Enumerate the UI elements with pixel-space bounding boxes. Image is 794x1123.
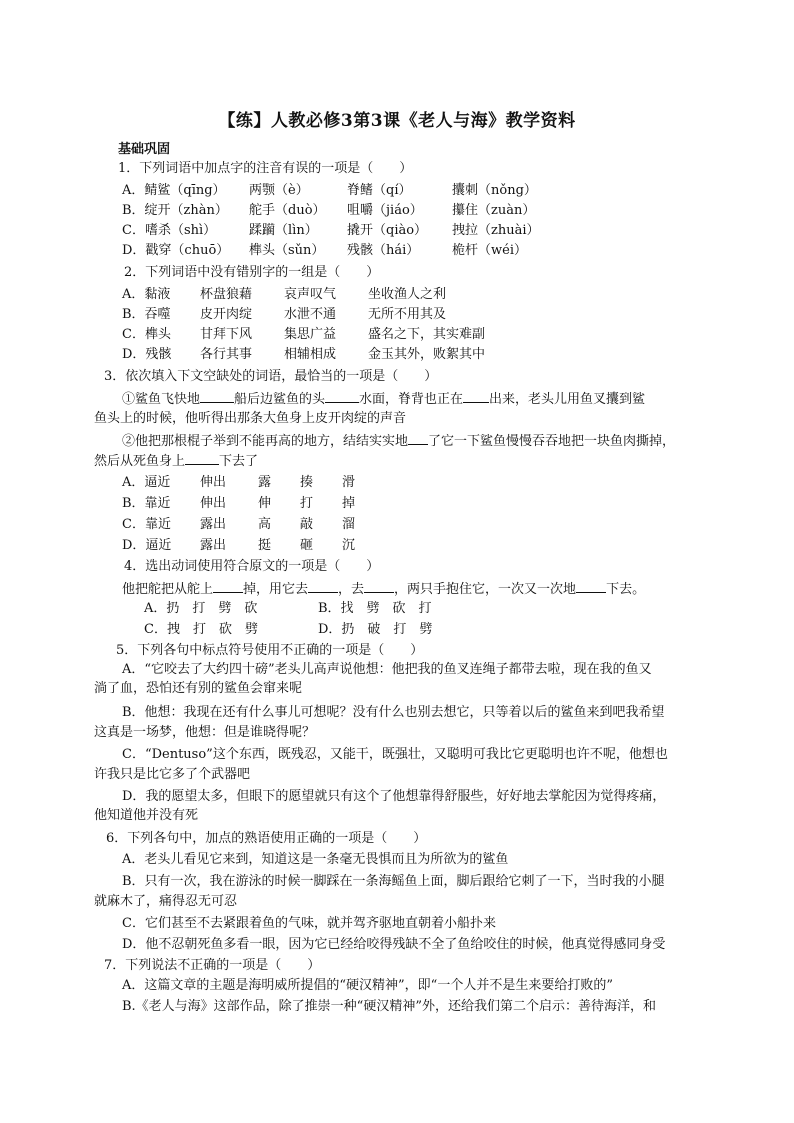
passage-text: 他把舵把从舵上 — [122, 582, 214, 597]
question-5-option-d-cont: 他知道他并没有死 — [94, 808, 199, 823]
question-4-sentence — [122, 580, 645, 599]
option-cell: 集思广益 — [284, 327, 337, 342]
option-cell: 高 — [258, 517, 272, 532]
option-cell: 两颚（è） — [249, 183, 309, 198]
option-cell: 露出 — [200, 517, 227, 532]
answer-blank — [325, 390, 359, 403]
option-cell: B．靠近 — [122, 496, 171, 511]
option-cell: 拽拉（zhuài） — [452, 223, 540, 238]
option-cell: 榫头（sǔn） — [249, 243, 325, 258]
question-6-option-b-cont: 就麻木了，痛得忍无可忍 — [94, 894, 238, 909]
question-3-passage-1-cont: 鱼头上的时候，他听得出那条大鱼身上皮开肉绽的声音 — [94, 411, 407, 426]
option-cell: 露出 — [200, 538, 227, 553]
option-cell: 攥住（zuàn） — [452, 203, 536, 218]
option-cell: D．扔 破 打 劈 — [318, 622, 433, 637]
answer-blank — [200, 390, 234, 403]
option-cell: 相辅相成 — [284, 347, 337, 362]
answer-blank — [364, 580, 394, 593]
section-heading: 基础巩固 — [118, 142, 171, 157]
option-cell: 金玉其外，败絮其中 — [368, 347, 486, 362]
option-cell: 沉 — [342, 538, 356, 553]
question-6-option-a: A．老头儿看见它来到，知道这是一条毫无畏惧而且为所欲为的鲨鱼 — [122, 852, 509, 867]
passage-text: ②他把那根棍子举到不能再高的地方，结结实实地 — [122, 434, 409, 449]
passage-text: 船后边鲨鱼的头 — [234, 392, 326, 407]
answer-blank — [213, 580, 243, 593]
passage-text: 出来，老头儿用鱼叉攮到鲨 — [489, 392, 646, 407]
option-cell: 蹂躏（lìn） — [249, 223, 318, 238]
option-cell: 杯盘狼藉 — [200, 287, 253, 302]
option-cell: 攮刺（nǒng） — [452, 183, 537, 198]
option-cell: 坐收渔人之利 — [368, 287, 447, 302]
option-cell: 滑 — [342, 475, 356, 490]
option-cell: 各行其事 — [200, 347, 253, 362]
answer-blank — [185, 452, 219, 465]
question-5-option-a: A．“它咬去了大约四十磅”老头儿高声说他想：他把我的鱼叉连绳子都带去啦，现在我的鱼又 — [122, 662, 652, 677]
answer-blank — [308, 580, 338, 593]
option-cell: 无所不用其及 — [368, 307, 447, 322]
option-cell: 露 — [258, 475, 272, 490]
question-5-option-d: D．我的愿望太多，但眼下的愿望就只有这个了他想靠得舒服些，好好地去掌舵因为觉得疼痛， — [122, 789, 666, 804]
question-6-option-d: D．他不忍朝死鱼多看一眼，因为它已经给咬得残缺不全了鱼给咬住的时候，他真觉得感同身受 — [122, 937, 666, 952]
option-cell: B．吞噬 — [122, 307, 171, 322]
question-6-stem: 6．下列各句中，加点的熟语使用正确的一项是（ ） — [106, 831, 427, 846]
option-cell: 敲 — [300, 517, 314, 532]
passage-text: ①鲨鱼飞快地 — [122, 392, 201, 407]
option-cell: 水泄不通 — [284, 307, 337, 322]
option-cell: 盛名之下，其实难副 — [368, 327, 486, 342]
page-title: 【练】人教必修3第3课《老人与海》教学资料 — [218, 111, 576, 131]
question-3-passage-1 — [122, 390, 645, 409]
option-cell: A．逼近 — [122, 475, 171, 490]
answer-blank — [408, 432, 428, 445]
question-7-stem: 7．下列说法不正确的一项是（ ） — [104, 958, 321, 973]
option-cell: 撬开（qiào） — [347, 223, 428, 238]
option-cell: 桅杆（wéi） — [452, 243, 527, 258]
question-1-stem: 1．下列词语中加点字的注音有误的一项是（ ） — [118, 161, 413, 176]
passage-text: 下去了 — [219, 454, 259, 469]
option-cell: D．逼近 — [122, 538, 172, 553]
option-cell: C．榫头 — [122, 327, 171, 342]
question-5-option-a-cont: 淌了血，恐怕还有别的鲨鱼会窜来呢 — [94, 681, 303, 696]
passage-text: 然后从死鱼身上 — [94, 454, 186, 469]
question-3-stem: 3．依次填入下文空缺处的词语，最恰当的一项是（ ） — [104, 369, 438, 384]
question-4-stem: 4．选出动词使用符合原文的一项是（ ） — [124, 559, 380, 574]
option-cell: C．靠近 — [122, 517, 171, 532]
option-cell: 皮开肉绽 — [200, 307, 253, 322]
question-6-option-b: B．只有一次，我在游泳的时候一脚踩在一条海鳐鱼上面，脚后跟给它刺了一下，当时我的小腿 — [122, 874, 665, 889]
passage-text: ，两只手抱住它，一次又一次地 — [394, 582, 577, 597]
option-cell: 咀嚼（jiáo） — [347, 203, 423, 218]
question-3-passage-2 — [122, 432, 675, 451]
question-6-option-c: C．它们甚至不去紧跟着鱼的气味，就并驾齐驱地直朝着小船扑来 — [122, 916, 496, 931]
question-2-stem: 2．下列词语中没有错别字的一组是（ ） — [124, 265, 380, 280]
option-cell: 伸出 — [200, 475, 227, 490]
option-cell: 砸 — [300, 538, 314, 553]
option-cell: 哀声叹气 — [284, 287, 337, 302]
option-cell: B．绽开（zhàn） — [122, 203, 228, 218]
question-5-stem: 5．下列各句中标点符号使用不正确的一项是（ ） — [116, 643, 424, 658]
option-cell: 掉 — [342, 496, 356, 511]
question-5-option-b: B．他想：我现在还有什么事儿可想呢？没有什么也别去想它，只等着以后的鲨鱼来到吧我希望 — [122, 705, 665, 720]
passage-text: 掉，用它去 — [243, 582, 309, 597]
option-cell: 打 — [300, 496, 314, 511]
option-cell: 溜 — [342, 517, 356, 532]
answer-blank — [463, 390, 489, 403]
option-cell: 伸出 — [200, 496, 227, 511]
option-cell: 伸 — [258, 496, 272, 511]
question-3-passage-2-cont — [94, 452, 258, 471]
question-5-option-c-cont: 许我只是比它多了个武器吧 — [94, 767, 251, 782]
passage-text: 下去。 — [606, 582, 646, 597]
option-cell: A．鲭鲨（qīng） — [122, 183, 226, 198]
passage-text: 了它一下鲨鱼慢慢吞吞地把一块鱼肉撕掉， — [428, 434, 676, 449]
question-5-option-c: C．“Dentuso”这个东西，既残忍，又能干，既强壮，又聪明可我比它更聪明也许不呢，他想也 — [122, 747, 668, 762]
option-cell: 残骸（hái） — [347, 243, 420, 258]
option-cell: 揍 — [300, 475, 314, 490]
passage-text: ，去 — [338, 582, 365, 597]
question-5-option-b-cont: 这真是一场梦，他想：但是谁晓得呢？ — [94, 725, 316, 740]
option-cell: D．戳穿（chuō） — [122, 243, 230, 258]
option-cell: A．扔 打 劈 砍 — [144, 601, 258, 616]
option-cell: A．黏液 — [122, 287, 171, 302]
question-7-option-b: B.《老人与海》这部作品，除了推崇一种“硬汉精神”外，还给我们第二个启示：善待海洋，和 — [122, 999, 656, 1014]
option-cell: 舵手（duò） — [249, 203, 326, 218]
option-cell: C．嗜杀（shì） — [122, 223, 217, 238]
option-cell: B．找 劈 砍 打 — [318, 601, 432, 616]
option-cell: 脊鳍（qí） — [347, 183, 412, 198]
option-cell: 甘拜下风 — [200, 327, 253, 342]
answer-blank — [576, 580, 606, 593]
option-cell: D．残骸 — [122, 347, 172, 362]
question-7-option-a: A．这篇文章的主题是海明威所提倡的“硬汉精神”，即“一个人并不是生来要给打败的” — [122, 978, 613, 993]
option-cell: C．拽 打 砍 劈 — [144, 622, 258, 637]
passage-text: 水面，脊背也正在 — [359, 392, 464, 407]
option-cell: 挺 — [258, 538, 272, 553]
